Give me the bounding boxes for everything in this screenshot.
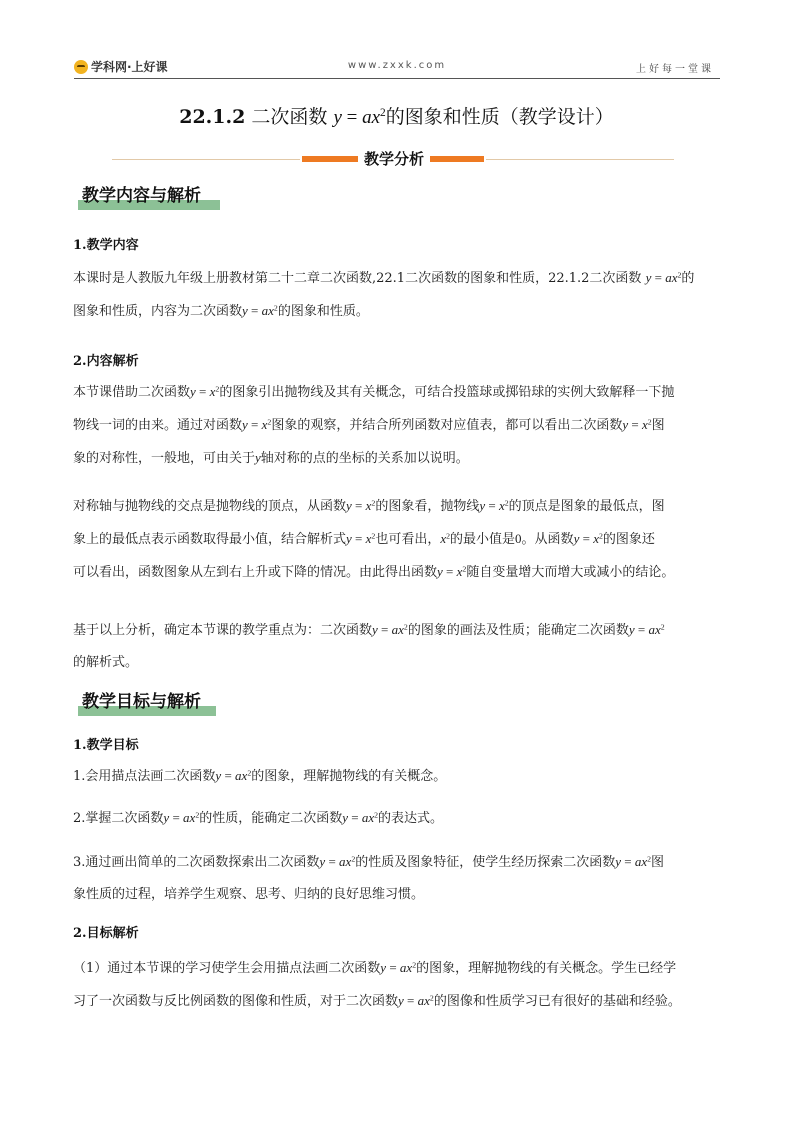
objective-3: 3.通过画出简单的二次函数探索出二次函数$y = ax^2$的性质及图象特征，使学生经历探索二次函数$y = ax^2$图 象性质的过程，培养学生观察、思考、归纳的良好思维习惯。 (73, 854, 665, 902)
formula-y-ax2: $y = ax^2$ (215, 768, 252, 783)
divider-line-right (486, 159, 674, 160)
formula-y-ax2: $y = ax^2$ (398, 993, 434, 1008)
formula-y-ax2: $y = ax^2$ (372, 622, 408, 637)
formula-y-x2: $y = x^2$ (346, 531, 376, 546)
title-formula: $y = ax^2$ (333, 107, 386, 128)
paragraph-analysis-2: 对称轴与抛物线的交点是抛物线的顶点，从函数$y = x^2$的图象看，抛物线$y = x^2$的顶点是图象的最低点，图 象上的最低点表示函数取得最小值，结合解析式$y = x^2$也可看出，$x^2$的最小值是0。从函数$y = x^2$的图象还 可以看出，函数图象从左到右上升或下降的情况。由此得出函数$y = x^2$随自变量增大而增大或减小的结论。 (73, 498, 675, 580)
formula-y-ax2: $y = ax^2$ (628, 622, 665, 637)
formula-y-ax2: $y = ax^2$ (342, 810, 379, 825)
objective-2: 2.掌握二次函数$y = ax^2$的性质，能确定二次函数$y = ax^2$的表达式。 (73, 810, 444, 826)
formula-y-ax2: $y = ax^2$ (319, 854, 356, 869)
formula-y-ax2: $y = ax^2$ (645, 270, 682, 285)
title-post: 的图象和性质（教学设计） (385, 106, 614, 128)
subheading-content-analysis: 2.内容解析 (73, 354, 139, 369)
formula-y-x2: $y = x^2$ (437, 564, 467, 579)
formula-y-ax2: $y = ax^2$ (242, 303, 278, 318)
formula-y-x2: $y = x^2$ (190, 384, 220, 399)
formula-x2: $x^2$ (440, 531, 451, 546)
divider-label: 教学分析 (363, 150, 424, 168)
formula-y-x2: $y = x^2$ (346, 498, 376, 513)
section-heading-content: 教学内容与解析 (78, 184, 220, 210)
formula-y-ax2: $y = ax^2$ (163, 810, 200, 825)
paragraph-analysis-1: 本节课借助二次函数$y = x^2$的图象引出抛物线及其有关概念，可结合投篮球或掷铅球的实例大致解释一下抛 物线一词的由来。通过对函数$y = x^2$图象的观察，并结合所列函数对应值表，都可以看出二次函数$y = x^2$图 象的对称性，一般地，可由关于y轴对称的点的坐标的关系加以说明。 (73, 384, 675, 466)
formula-y-x2: $y = x^2$ (573, 531, 603, 546)
title-pre: 二次函数 (251, 106, 328, 128)
paragraph-content: 本课时是人教版九年级上册教材第二十二章二次函数,22.1二次函数的图象和性质，22.1.2二次函数 $y = ax^2$的 图象和性质，内容为二次函数$y = ax^2$的图象和性质。 (73, 270, 695, 319)
site-url[interactable]: www.zxxk.com (347, 60, 447, 71)
section-heading-objectives: 教学目标与解析 (78, 690, 216, 716)
subheading-objectives: 1.教学目标 (73, 738, 139, 753)
formula-y-ax2: $y = ax^2$ (380, 960, 417, 975)
paragraph-objective-analysis: （1）通过本节课的学习使学生会用描点法画二次函数$y = ax^2$的图象，理解抛物线的有关概念。学生已经学 习了一次函数与反比例函数的图像和性质，对于二次函数$y = ax^2$的图像和性质学习已有很好的基础和经验。 (73, 960, 681, 1009)
formula-y-x2: $y = x^2$ (242, 417, 272, 432)
brand-name: 学科网·上好课 (91, 60, 168, 74)
formula-y-x2: $y = x^2$ (479, 498, 509, 513)
variable-y: y (255, 450, 261, 465)
page-title (0, 104, 793, 131)
paragraph-analysis-3: 基于以上分析，确定本节课的教学重点为：二次函数$y = ax^2$的图象的画法及性质；能确定二次函数$y = ax^2$ 的解析式。 (73, 622, 665, 670)
divider-line-left (112, 159, 300, 160)
subheading-objective-analysis: 2.目标解析 (73, 926, 139, 941)
formula-y-x2: $y = x^2$ (622, 417, 652, 432)
title-number: 22.1.2 (179, 106, 246, 128)
section-divider (112, 148, 674, 170)
divider-bar-right (430, 156, 484, 162)
divider-bar-left (302, 156, 358, 162)
page-header (74, 56, 720, 78)
objective-1: 1.会用描点法画二次函数$y = ax^2$的图象，理解抛物线的有关概念。 (73, 768, 447, 784)
slogan: 上好每一堂课 (636, 64, 714, 75)
formula-y-ax2: $y = ax^2$ (615, 854, 652, 869)
subheading-teaching-content: 1.教学内容 (73, 238, 139, 253)
header-divider (74, 78, 720, 79)
